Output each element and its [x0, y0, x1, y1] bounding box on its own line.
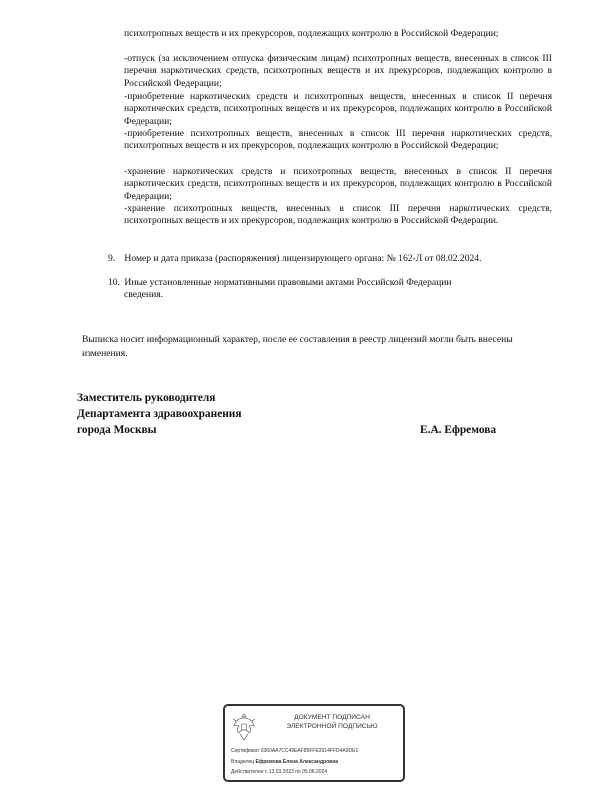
- license-activity-4: -приобретение психотропных веществ, внесенных в список III перечня наркотических средств, психотропных веществ и их прекурсоров, подлежащих контролю в Российской Федерации;: [124, 128, 552, 152]
- license-activity-2: -отпуск (за исключением отпуска физическим лицам) психотропных веществ, внесенных в список III перечня наркотических средств, психотропных веществ и их прекурсоров, подлежащих контролю в Российской Федерации;: [124, 53, 552, 89]
- item-10: [108, 277, 558, 302]
- item-9-text: Номер и дата приказа (распоряжения) лицензирующего органа: № 162-Л от 08.02.2024.: [124, 253, 482, 264]
- stamp-title-line-1: ДОКУМЕНТ ПОДПИСАН: [294, 714, 370, 721]
- stamp-validity: Действителен с 13.03.2023 по 05.06.2024: [231, 769, 328, 775]
- signatory-name: Е.А. Ефремова: [420, 424, 497, 436]
- stamp-certificate-label: Сертификат: [231, 748, 260, 754]
- item-10-number: 10.: [108, 277, 120, 288]
- stamp-owner-label: Владелец: [231, 759, 255, 765]
- signatory-title-line-3: города Москвы: [77, 424, 157, 436]
- stamp-owner-value: Ефремова Елена Александровна: [255, 759, 339, 765]
- license-activity-6: -хранение психотропных веществ, внесенных в список III перечня наркотических средств, психотропных веществ и их прекурсоров, подлежащих контролю в Российской Федерации.: [124, 203, 552, 227]
- stamp-title-line-2: ЭЛЕКТРОННОЙ ПОДПИСЬЮ: [286, 722, 378, 730]
- stamp-certificate: [231, 748, 358, 755]
- stamp-certificate-value: 0360AA7CC49EAF85FFE3914FFD4A9DE1: [260, 748, 359, 754]
- signatory-title: [77, 390, 242, 438]
- license-activity-5: -хранение наркотических средств и психотропных веществ, внесенных в список II перечня наркотических средств, психотропных веществ и их прекурсоров, подлежащих контролю в Российской Федерации;: [124, 166, 552, 202]
- item-9: [108, 253, 558, 265]
- stamp-owner: [231, 759, 338, 766]
- signatory-title-line-2: Департамента здравоохранения: [77, 408, 242, 420]
- item-10-text: Иные установленные нормативными правовыми актами Российской Федерации: [124, 277, 452, 288]
- item-9-number: 9.: [108, 253, 116, 264]
- license-activity-3: -приобретение наркотических средств и психотропных веществ, внесенных в список II перечня наркотических средств, психотропных веществ и их прекурсоров, подлежащих контролю в Российской Федерации;: [124, 91, 552, 127]
- stamp-title: [265, 714, 399, 731]
- signatory-title-line-1: Заместитель руководителя: [77, 392, 216, 404]
- coat-of-arms-icon: [231, 712, 257, 742]
- item-10-continuation: сведения.: [124, 289, 164, 301]
- disclaimer-note: Выписка носит информационный характер, после ее составления в реестр лицензий могли быть внесены изменения.: [82, 334, 513, 359]
- license-activity-1: психотропных веществ и их прекурсоров, подлежащих контролю в Российской Федерации;: [124, 28, 499, 39]
- electronic-signature-stamp: [223, 704, 405, 782]
